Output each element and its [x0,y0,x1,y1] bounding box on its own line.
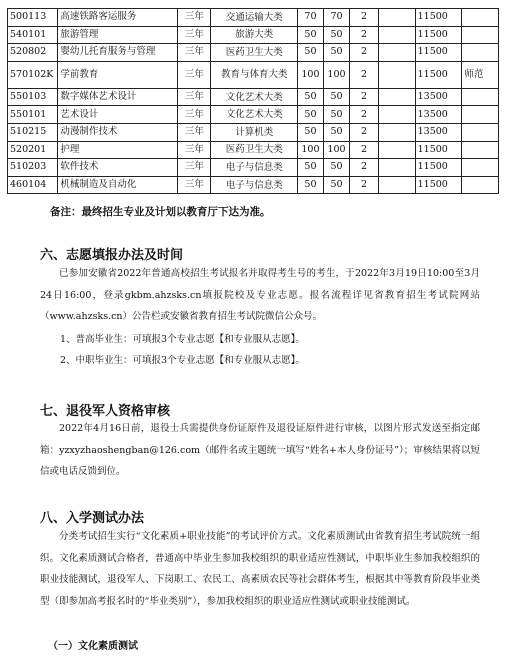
major-name: 动漫制作技术 [58,123,178,141]
enroll-count: 50 [323,123,349,141]
tuition-fee: 11500 [415,159,462,177]
table-row [8,106,499,124]
plan-count: 50 [297,176,323,194]
major-category [211,141,297,159]
remark-cell [462,141,499,159]
section6-item-1: 1、普高毕业生：可填报3个专业志愿【和专业服从志愿】。 [60,334,305,345]
major-category [211,88,297,106]
remark-cell [462,123,499,141]
test-count: 2 [350,159,379,177]
major-category [211,159,297,177]
plan-count: 50 [297,88,323,106]
tuition-fee: 13500 [415,106,462,124]
section6-item-2: 2、中职毕业生：可填报3个专业志愿【和专业服从志愿】。 [60,355,305,366]
majors-table [7,8,499,194]
major-category [211,26,297,44]
table-row [8,44,499,62]
enroll-count: 50 [323,106,349,124]
study-years: 三年 [178,9,211,27]
category-text: 教育与体育大类 [220,69,288,81]
test-count: 2 [350,61,379,88]
study-years: 三年 [178,123,211,141]
section7-paragraph: 2022年4月16日前，退役士兵需提供身份证原件及退役证原件进行审核，以图片形式发送至指定邮箱：yzxyzhaoshengban@126.com（邮件名或主题统一填写“姓名+本人身份证号”）；审核结果将以短信或电话反馈到位。 [40,423,480,477]
tuition-fee: 11500 [415,176,462,194]
major-category [211,123,297,141]
remark-cell: 师范 [462,61,499,88]
tuition-fee: 11500 [415,9,462,27]
blank-cell [379,176,415,194]
remark-cell [462,106,499,124]
category-text: 文化艺术大类 [225,91,283,103]
study-years: 三年 [178,141,211,159]
major-category [211,61,297,88]
major-name: 数字媒体艺术设计 [58,88,178,106]
tuition-fee: 11500 [415,141,462,159]
study-years: 三年 [178,106,211,124]
remark-note: 备注：最终招生专业及计划以教育厅下达为准。 [50,206,271,218]
test-count: 2 [350,106,379,124]
remark-cell [462,88,499,106]
section7-title: 七、退役军人资格审核 [40,404,171,419]
test-count: 2 [350,88,379,106]
study-years: 三年 [178,26,211,44]
enroll-count: 50 [323,176,349,194]
major-code: 520201 [8,141,58,159]
plan-count: 70 [297,9,323,27]
study-years: 三年 [178,159,211,177]
enroll-count: 50 [323,44,349,62]
blank-cell [379,106,415,124]
plan-count: 50 [297,123,323,141]
table-row [8,88,499,106]
major-name: 软件技术 [58,159,178,177]
major-category [211,106,297,124]
enroll-count: 50 [323,26,349,44]
category-text: 旅游大类 [235,29,274,41]
table-row [8,141,499,159]
plan-count: 100 [297,61,323,88]
major-name: 艺术设计 [58,106,178,124]
blank-cell [379,123,415,141]
blank-cell [379,61,415,88]
major-name: 婴幼儿托育服务与管理 [58,44,178,62]
category-text: 医药卫生大类 [225,46,283,58]
enroll-count: 70 [323,9,349,27]
section8-paragraph: 分类考试招生实行“文化素质+职业技能”的考试评价方式。文化素质测试由省教育招生考试院统一组织。文化素质测试合格者，普通高中毕业生参加我校组织的职业适应性测试，中职毕业生参加我校组织的职业技能测试，退役军人、下岗职工、农民工、高素质农民等社会群体考生，根据其中等教育阶段毕业类型（即参加高考报名时的“毕业类别”），参加我校组织的职业适应性测试或职业技能测试。 [40,531,480,607]
major-name: 护理 [58,141,178,159]
section6-paragraph: 已参加安徽省2022年普通高校招生考试报名并取得考生号的考生，于2022年3月19日10:00至3月24日16:00，登录gkbm.ahzsks.cn填报院校及专业志愿。报名流程详见省教育招生考试院网站（www.ahzsks.cn）公告栏或安徽省教育招生考试院微信公众号。 [40,268,480,322]
major-category [211,9,297,27]
test-count: 2 [350,9,379,27]
table-row [8,61,499,88]
major-code: 510215 [8,123,58,141]
plan-count: 50 [297,159,323,177]
test-count: 2 [350,141,379,159]
major-code: 500113 [8,9,58,27]
enroll-count: 100 [323,141,349,159]
section8-sub-heading: （一）文化素质测试 [48,641,138,652]
category-text: 计算机类 [235,126,274,138]
test-count: 2 [350,123,379,141]
major-name: 旅游管理 [58,26,178,44]
major-name: 学前教育 [58,61,178,88]
test-count: 2 [350,26,379,44]
study-years: 三年 [178,61,211,88]
major-category [211,176,297,194]
category-text: 医药卫生大类 [225,144,283,156]
blank-cell [379,26,415,44]
study-years: 三年 [178,44,211,62]
major-code: 550101 [8,106,58,124]
remark-cell [462,26,499,44]
major-name: 机械制造及自动化 [58,176,178,194]
blank-cell [379,159,415,177]
enroll-count: 100 [323,61,349,88]
plan-count: 50 [297,26,323,44]
major-code: 460104 [8,176,58,194]
tuition-fee: 11500 [415,61,462,88]
table-row [8,159,499,177]
major-code: 520802 [8,44,58,62]
tuition-fee: 13500 [415,88,462,106]
table-row [8,176,499,194]
study-years: 三年 [178,88,211,106]
major-category [211,44,297,62]
blank-cell [379,9,415,27]
study-years: 三年 [178,176,211,194]
table-row [8,123,499,141]
table-row [8,26,499,44]
table-row [8,9,499,27]
test-count: 2 [350,44,379,62]
section8-title: 八、入学测试办法 [40,511,145,526]
remark-cell [462,176,499,194]
plan-count: 100 [297,141,323,159]
plan-count: 50 [297,106,323,124]
major-code: 510203 [8,159,58,177]
enroll-count: 50 [323,159,349,177]
major-name: 高速铁路客运服务 [58,9,178,27]
category-text: 电子与信息类 [225,179,283,191]
section6-title: 六、志愿填报办法及时间 [40,248,184,263]
major-code: 570102K [8,61,58,88]
plan-count: 50 [297,44,323,62]
category-text: 文化艺术大类 [225,109,283,121]
remark-cell [462,159,499,177]
test-count: 2 [350,176,379,194]
category-text: 交通运输大类 [225,11,283,23]
remark-cell [462,44,499,62]
blank-cell [379,88,415,106]
major-code: 550103 [8,88,58,106]
tuition-fee: 13500 [415,123,462,141]
tuition-fee: 11500 [415,44,462,62]
blank-cell [379,141,415,159]
category-text: 电子与信息类 [225,161,283,173]
major-code: 540101 [8,26,58,44]
enroll-count: 50 [323,88,349,106]
blank-cell [379,44,415,62]
remark-cell [462,9,499,27]
tuition-fee: 11500 [415,26,462,44]
